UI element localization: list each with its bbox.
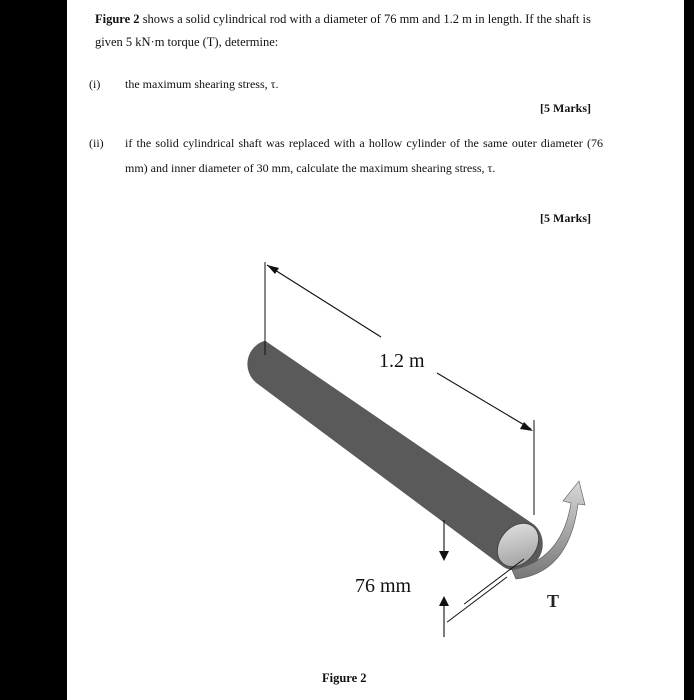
- length-dimension-line-1: [267, 265, 381, 337]
- question-2-number: (ii): [89, 136, 104, 150]
- document-page: [67, 0, 684, 700]
- figure-reference: Figure 2: [95, 12, 140, 26]
- figure-caption: Figure 2: [322, 671, 367, 685]
- length-label: 1.2 m: [379, 350, 425, 372]
- diameter-arrowhead-bottom: [439, 596, 449, 606]
- problem-intro: [95, 8, 605, 54]
- question-2-text: if the solid cylindrical shaft was replaced with a hollow cylinder of the same outer diameter (76 mm) and inner diameter of 30 mm, calculate the maximum shearing stress, τ.: [125, 136, 603, 175]
- shaft-figure: [167, 255, 560, 655]
- torque-label: T: [547, 591, 560, 611]
- question-1-marks: [5 Marks]: [540, 101, 591, 115]
- length-dimension-line-2: [437, 373, 531, 429]
- question-2-marks: [5 Marks]: [540, 211, 591, 225]
- rod-body: [248, 341, 543, 570]
- question-1: [67, 72, 627, 102]
- diameter-extension-1: [464, 559, 524, 604]
- question-1-text: the maximum shearing stress, τ.: [125, 77, 279, 91]
- diameter-extension-2: [447, 577, 507, 622]
- diameter-label: 76 mm: [355, 575, 412, 597]
- diameter-arrowhead-top: [439, 551, 449, 561]
- intro-text: shows a solid cylindrical rod with a diameter of 76 mm and 1.2 m in length. If the shaft is given 5 kN·m torque (T), determine:: [95, 12, 591, 49]
- question-1-number: (i): [89, 77, 101, 91]
- question-2: [67, 131, 627, 211]
- length-arrowhead-left: [267, 265, 279, 274]
